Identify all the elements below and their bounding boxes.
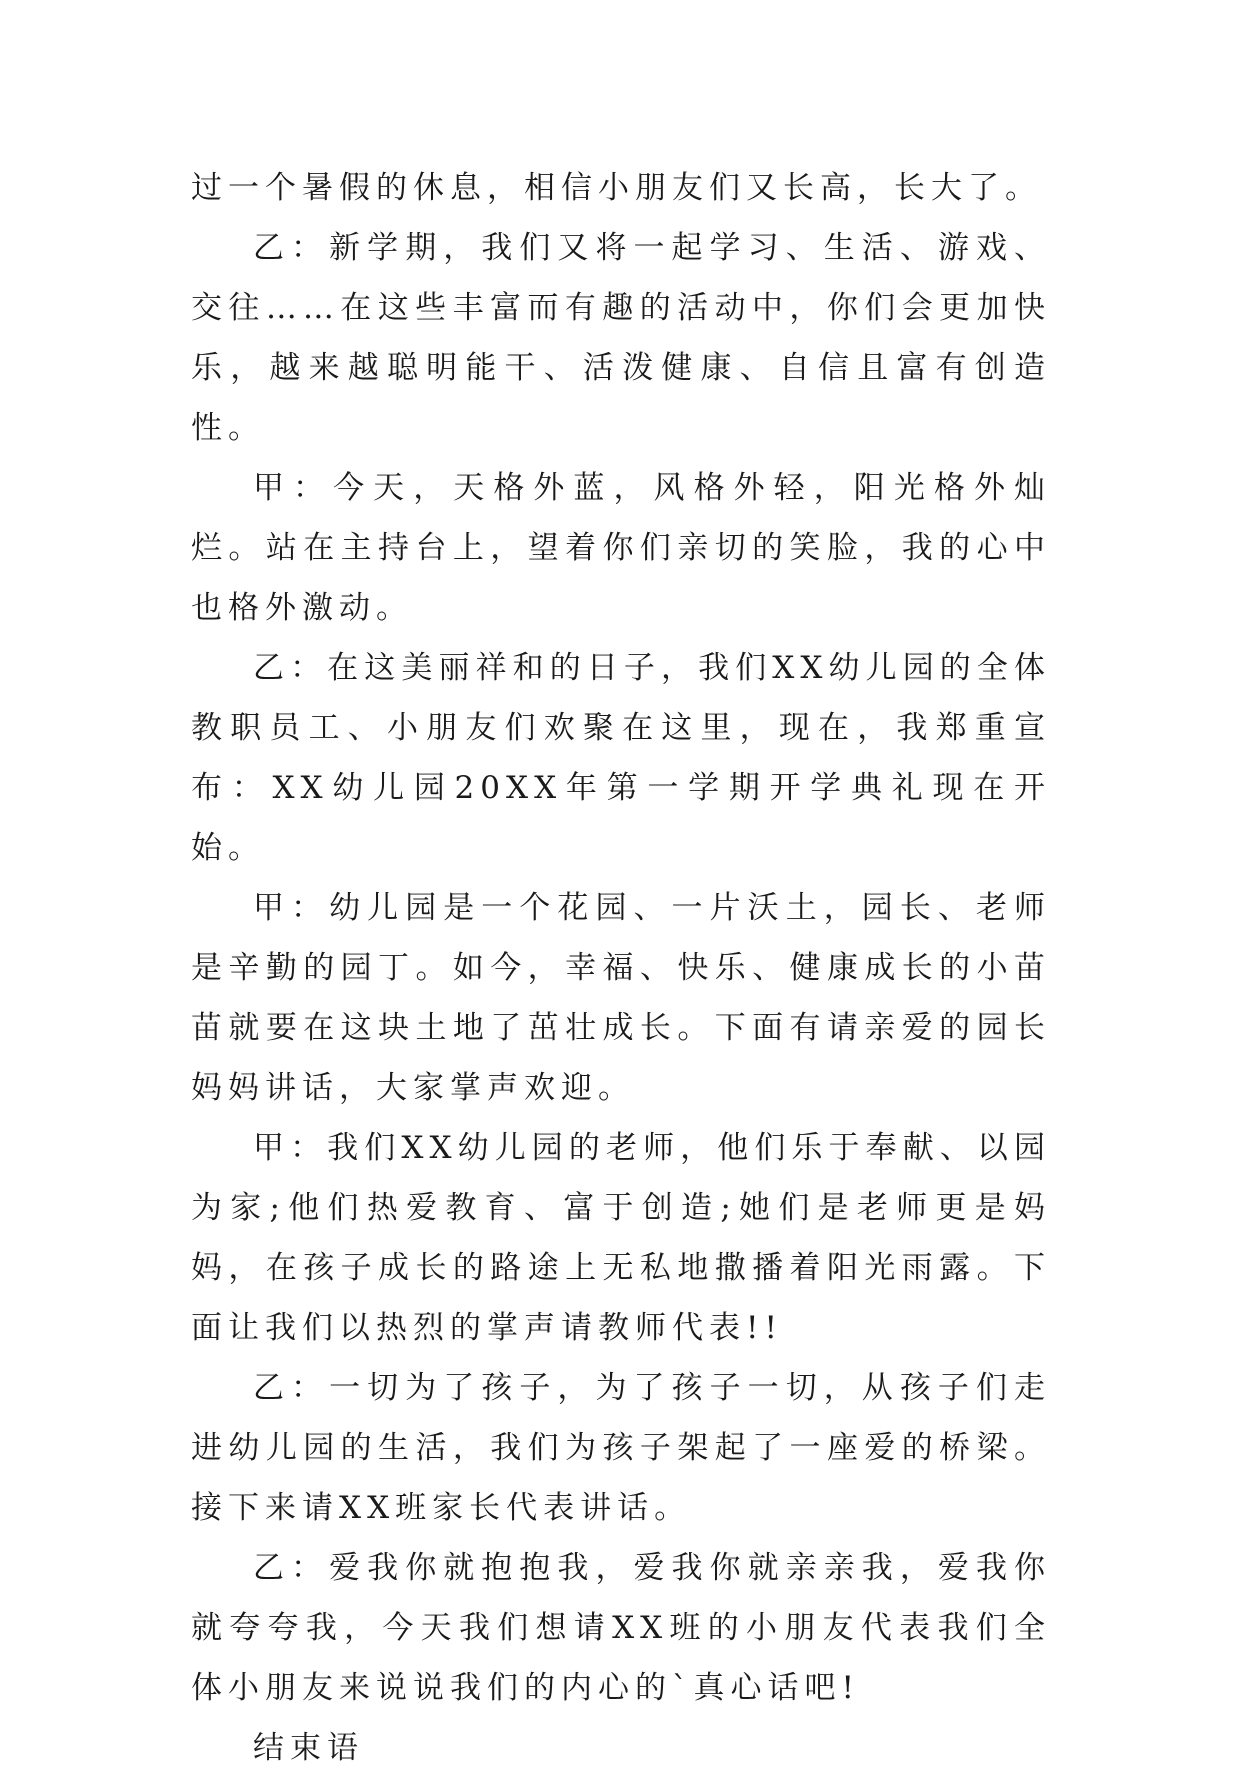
paragraph-3: 甲：今天，天格外蓝，风格外轻，阳光格外灿烂。站在主持台上，望着你们亲切的笑脸，我的心中也格外激动。	[191, 470, 1051, 626]
document-body	[191, 158, 1051, 1778]
paragraph-8: 乙：爱我你就抱抱我，爱我你就亲亲我，爱我你就夸夸我，今天我们想请XX班的小朋友代表我们全体小朋友来说说我们的内心的`真心话吧!	[191, 1550, 1051, 1706]
paragraph-4: 乙：在这美丽祥和的日子，我们XX幼儿园的全体教职员工、小朋友们欢聚在这里，现在，我郑重宣布：XX幼儿园20XX年第一学期开学典礼现在开始。	[191, 650, 1051, 866]
paragraph-5: 甲：幼儿园是一个花园、一片沃土，园长、老师是辛勤的园丁。如今，幸福、快乐、健康成长的小苗苗就要在这块土地了茁壮成长。下面有请亲爱的园长妈妈讲话，大家掌声欢迎。	[191, 890, 1051, 1106]
paragraph-2: 乙：新学期，我们又将一起学习、生活、游戏、交往……在这些丰富而有趣的活动中，你们会更加快乐，越来越聪明能干、活泼健康、自信且富有创造性。	[191, 230, 1051, 446]
paragraph-6: 甲：我们XX幼儿园的老师，他们乐于奉献、以园为家;他们热爱教育、富于创造;她们是老师更是妈妈，在孩子成长的路途上无私地撒播着阳光雨露。下面让我们以热烈的掌声请教师代表!!	[191, 1130, 1051, 1346]
paragraph-7: 乙：一切为了孩子，为了孩子一切，从孩子们走进幼儿园的生活，我们为孩子架起了一座爱的桥梁。接下来请XX班家长代表讲话。	[191, 1370, 1051, 1526]
paragraph-1: 过一个暑假的休息，相信小朋友们又长高，长大了。	[191, 170, 1042, 206]
closing-heading: 结束语	[253, 1730, 364, 1766]
